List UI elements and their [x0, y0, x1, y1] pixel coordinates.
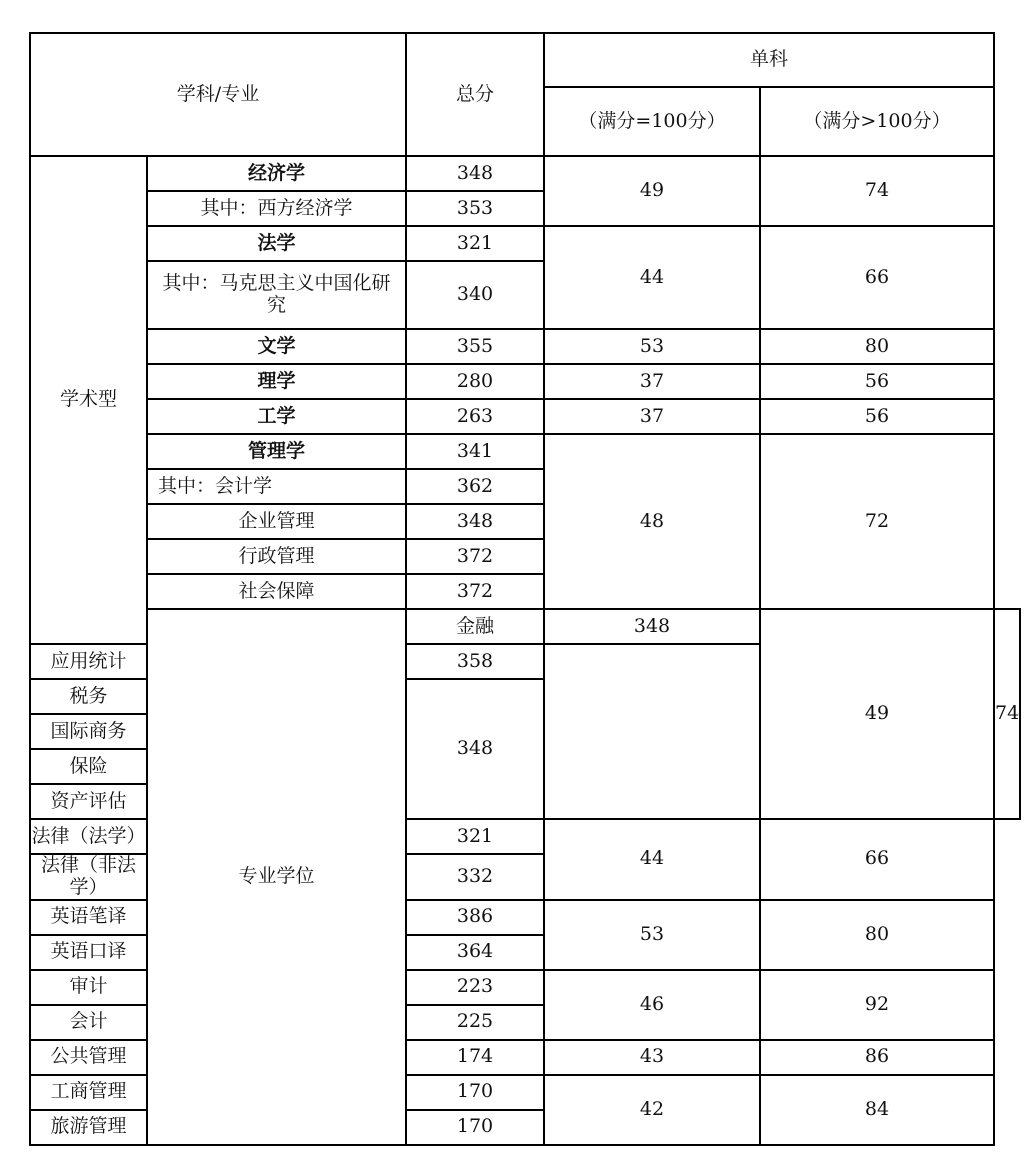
single-gt100: 92: [760, 970, 994, 1040]
total-score: 348: [406, 156, 544, 191]
single-le100: 49: [760, 609, 994, 819]
subject-name: 文学: [147, 329, 406, 364]
single-le100: 46: [544, 970, 760, 1040]
total-score: 358: [406, 644, 544, 679]
single-gt100: 74: [760, 156, 994, 226]
subject-name: 审计: [30, 970, 147, 1005]
single-le100: 48: [544, 434, 760, 609]
subject-name: 工学: [147, 399, 406, 434]
subject-name: 会计: [30, 1005, 147, 1040]
total-score: 225: [406, 1005, 544, 1040]
subject-name: 英语笔译: [30, 900, 147, 935]
subject-name: 法律（法学）: [30, 819, 147, 854]
total-score: 223: [406, 970, 544, 1005]
single-le100: 37: [544, 364, 760, 399]
total-score: 174: [406, 1040, 544, 1075]
single-le100: 43: [544, 1040, 760, 1075]
total-score: 362: [406, 469, 544, 504]
total-score: 372: [406, 574, 544, 609]
header-single-gt100: （满分>100分）: [760, 87, 994, 156]
total-score: 364: [406, 935, 544, 970]
subject-name: 法学: [147, 226, 406, 261]
single-gt100: 84: [760, 1075, 994, 1145]
subject-name: 资产评估: [30, 784, 147, 819]
header-single-le100: （满分=100分）: [544, 87, 760, 156]
total-score: 348: [406, 679, 544, 819]
single-le100: 53: [544, 900, 760, 970]
single-gt100: 74: [994, 609, 1020, 819]
single-le100: 42: [544, 1075, 760, 1145]
subject-name: 国际商务: [30, 714, 147, 749]
total-score: 348: [544, 609, 760, 644]
total-score: 263: [406, 399, 544, 434]
subject-name: 管理学: [147, 434, 406, 469]
single-gt100: 86: [760, 1040, 994, 1075]
subject-name: 法律（非法学）: [30, 854, 147, 900]
single-le100: 49: [544, 156, 760, 226]
single-gt100: 72: [760, 434, 994, 609]
score-table: [29, 32, 1021, 1146]
single-gt100: 56: [760, 399, 994, 434]
total-score: 353: [406, 191, 544, 226]
subject-name: 工商管理: [30, 1075, 147, 1110]
header-single: 单科: [544, 33, 994, 87]
total-score: 280: [406, 364, 544, 399]
single-gt100: 66: [760, 819, 994, 900]
single-le100: 44: [544, 819, 760, 900]
total-score: 348: [406, 504, 544, 539]
subject-name: 社会保障: [147, 574, 406, 609]
subject-name: 保险: [30, 749, 147, 784]
subject-name: 旅游管理: [30, 1110, 147, 1145]
subject-name: 税务: [30, 679, 147, 714]
single-gt100: 80: [760, 329, 994, 364]
total-score: 355: [406, 329, 544, 364]
total-score: 341: [406, 434, 544, 469]
total-score: 321: [406, 226, 544, 261]
single-le100: 44: [544, 226, 760, 329]
subject-name: 其中：西方经济学: [147, 191, 406, 226]
single-gt100: 66: [760, 226, 994, 329]
total-score: 340: [406, 261, 544, 329]
subject-name: 企业管理: [147, 504, 406, 539]
single-gt100: 56: [760, 364, 994, 399]
group-academic: 学术型: [30, 156, 147, 644]
header-subject: 学科/专业: [30, 33, 406, 156]
subject-name: 金融: [406, 609, 544, 644]
header-total: 总分: [406, 33, 544, 156]
subject-name: 理学: [147, 364, 406, 399]
total-score: 321: [406, 819, 544, 854]
subject-name: 其中：会计学: [147, 469, 406, 504]
single-le100: 37: [544, 399, 760, 434]
total-score: 170: [406, 1075, 544, 1110]
total-score: 372: [406, 539, 544, 574]
single-le100: 53: [544, 329, 760, 364]
subject-name: 应用统计: [30, 644, 147, 679]
total-score: 170: [406, 1110, 544, 1145]
subject-name: 经济学: [147, 156, 406, 191]
group-professional: 专业学位: [147, 609, 406, 1145]
total-score: 386: [406, 900, 544, 935]
subject-name: 公共管理: [30, 1040, 147, 1075]
subject-name: 行政管理: [147, 539, 406, 574]
single-gt100: 80: [760, 900, 994, 970]
subject-name: 英语口译: [30, 935, 147, 970]
total-score: 332: [406, 854, 544, 900]
subject-name: 其中：马克思主义中国化研究: [147, 261, 406, 329]
